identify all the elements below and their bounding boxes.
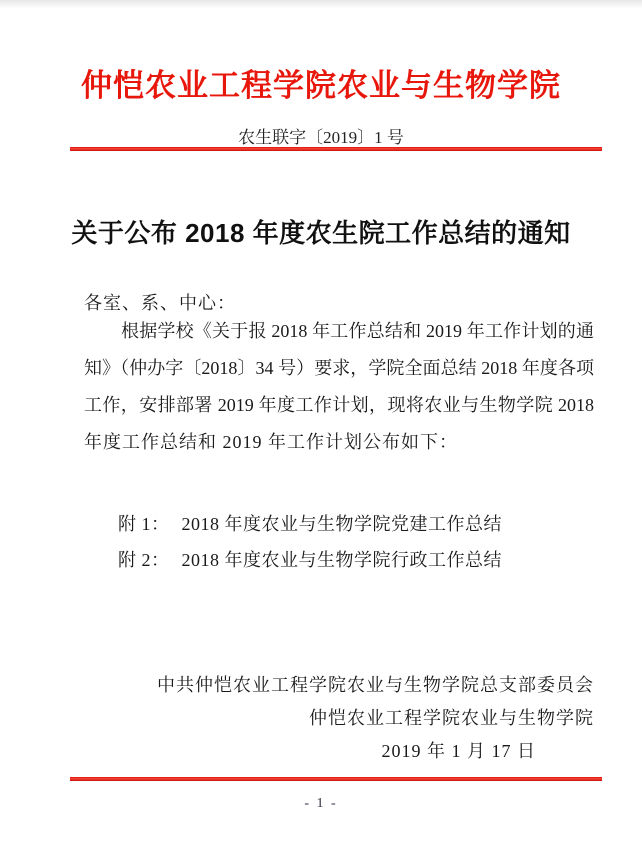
body-paragraph [84, 313, 594, 461]
attachment-label: 附 2： [118, 550, 170, 570]
paragraph-line-2: 知》（仲办字〔2018〕34 号）要求，学院全面总结 2018 年度各项 [84, 358, 594, 378]
signature-org-line-2: 仲恺农业工程学院农业与生物学院 [309, 708, 594, 728]
paragraph-line-1: 根据学校《关于报 2018 年工作总结和 2019 年工作计划的通 [121, 321, 594, 341]
paragraph-line-4: 年度工作总结和 2019 年工作计划公布如下： [84, 432, 458, 452]
page-top-edge-shadow [0, 0, 642, 9]
signature-block [84, 669, 594, 768]
signature-date: 2019 年 1 月 17 日 [381, 741, 536, 761]
attachment-title: 2018 年度农业与生物学院行政工作总结 [181, 550, 502, 570]
attachment-item [84, 542, 594, 578]
attachment-label: 附 1： [118, 514, 170, 534]
paragraph-line-3: 工作，安排部署 2019 年度工作计划，现将农业与生物学院 2018 [84, 395, 594, 415]
doc-reference-number: 农生联字〔2019〕1 号 [238, 128, 404, 147]
red-separator-bottom [70, 777, 602, 781]
attachment-list [84, 506, 594, 578]
attachment-item [84, 506, 594, 542]
page-number: - 1 - [304, 796, 338, 811]
attachment-title: 2018 年度农业与生物学院党建工作总结 [181, 514, 502, 534]
letterhead-org-title: 仲恺农业工程学院农业与生物学院 [81, 68, 561, 103]
signature-org-line-1: 中共仲恺农业工程学院农业与生物学院总支部委员会 [157, 675, 594, 695]
red-separator-top [70, 147, 602, 151]
salutation: 各室、系、中心： [84, 293, 236, 313]
document-title: 关于公布 2018 年度农生院工作总结的通知 [71, 218, 571, 248]
